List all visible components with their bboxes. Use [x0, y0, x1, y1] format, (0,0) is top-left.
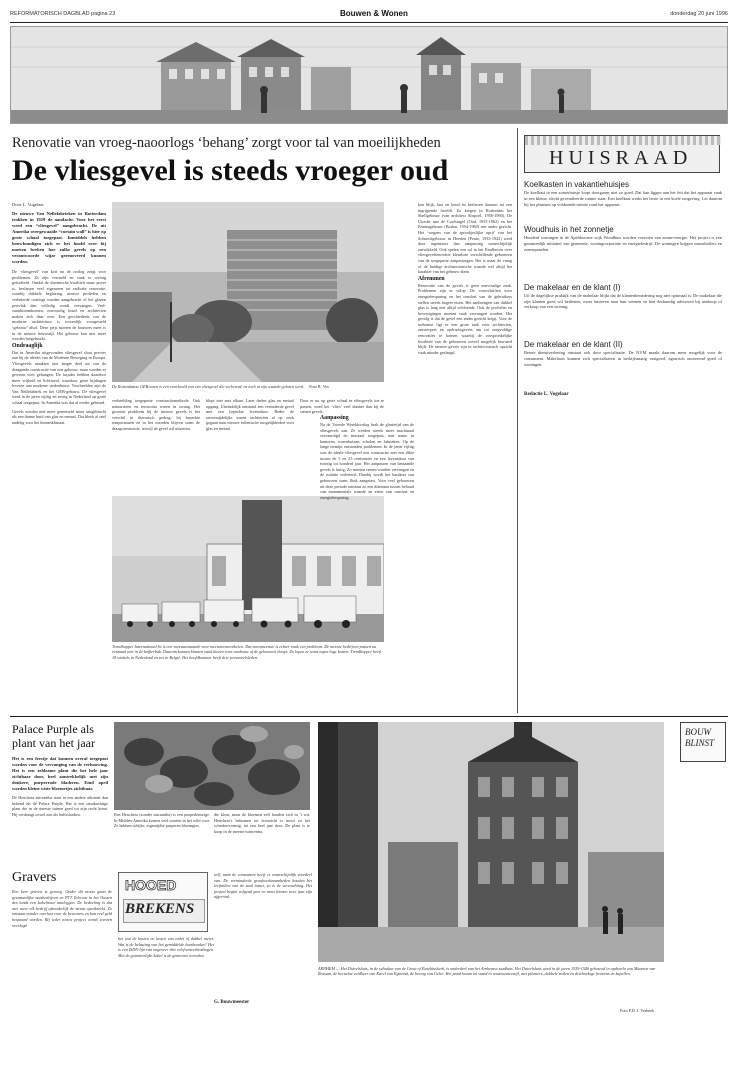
article-body-3: Gevels werden niet meer gemetseld maar aangebracht als een dunne huid van glas en metaal. Dat bleek al snel nadelig voor het binnenklimaat.: [12, 408, 106, 425]
article-lead: De nieuwe Van Nellefabrieken in Rotterdam trokken in 1929 de aandacht. Voor het eerst werd een “vliesgevel” aangebracht. De uit Amerika overgewaaide “curtain wall” is hier op grote schaal toegepast. Inmiddels hebben bouwkundigen zich er het hoofd over bij moeten breken hoe zulke gevels op een verantwoorde wijze gerenoveerd kunnen worden.: [12, 211, 106, 264]
article-body-5: ken blijk, laat en koud en beslissen daarom tot een ingrijpende facelift. Zo kregen in Rotterdam het Shellgebouw (van architect Abspoel, 1956-1960), De Utrecht aan de Coolsingel (Oud, 1955-1962) en het Ennieagebouw (Bodon, 1954-1960) een ander gezicht. Het ‘wegens van de sprookjeslijke oprit’ van het Schunckgebouw in Heerlen (Peutz, 1935-1942) werd door ingenieurs dan aanpassing waarschijnlijk ontwikkeld. Ook spelen een rol in het Eindhoven over vliesgevelrenovatie kleurloze verschillende gebouwen van de toegepaste aanpassingen. Het is maar de vraag of de huidige architectonische waarde wel altijd het karakter van het gebouw dient.: [418, 202, 512, 275]
bouw-blinst-logo: [680, 722, 726, 762]
photo-geb-tower: [112, 202, 384, 382]
article-byline: Door L. Vogelaar: [12, 202, 44, 207]
article-body-6: Renovatie van de gevels is geen eenvoudige zaak. Problemen zijn er volop. De voorschriften voor energiebesparing en het comfort van de gebruikers stellen steeds hogere eisen. Het aanbrengen van dubbel glas is lang niet altijd voldoende. Ook de profielen en bevestigingen moeten vaak vervangen worden. Het gevolg is dat de gevel een ander gezicht krijgt. Voor de toekomst ligt er een grote taak voor architecten, ontwerpers en opdrachtgevers om tot zorgvuldige renovaties te komen waarbij de oorspronkelijke kwaliteit van de gebouwen zoveel mogelijk bewaard blijft. De nieuwe gevels zijn in architectonisch opzicht vaak minder geslaagd.: [418, 282, 512, 355]
huisraad-logo: [524, 135, 720, 173]
huisraad-logo-text: HUISRAAD: [549, 147, 693, 169]
sidebar-item-body: De koelkast in een zomerhuisje loopt doorgaans niet zo goed. Dat kan liggen aan het feit dat het apparaat vaak in een kleine, slecht geventileerde ruimte staat. Een koelkast werkt het beste in een koele omgeving. Let daarom bij het plaatsen op voldoende ruimte rond het apparaat.: [524, 190, 722, 207]
photo1-credit: Foto R. Vos: [309, 384, 329, 389]
arnhem-caption: ARNHEM — Het Duivelshuis, in de schaduw van de Grote of Eusebiuskerk, is onderdeel van het Arnhemse stadhuis. Het Duivelshuis werd in de jaren 1539-1546 gebouwd in opdracht van Maarten van Rossum, de beruchte veldheer van Karel van Egmond, de hertog van Gelre. Het pand kwam tot stand in renaissancestijl, met pilasters, dubbele zuilen en driehoekige frontons en kapellen.: [318, 966, 656, 977]
article-body-2: Dat in Amerika uitgevonden vliesgevel sloot precies aan bij de ideeën van de Moderne Beweging in Europa. Vliesgevels maakten niet langer deel uit van de draagende constructie van een gebouw, maar werden er gewoon vóór gehangen. De façades hebben daardoor meer vrijheid en lichtinval, waardoor grote bijdragen leveren aan moderne stedenbouw. Voorbeelden zijn de Van Nellefabriek en het GEB-gebouw. De vliesgevel werd in de jaren vijftig en zestig in Nederland op grote schaal toegepast. In Amerika was dat al eerder gebeurd.: [12, 349, 106, 406]
sidebar-item-body: Betere dienstverlening ontstaat ook door specialisatie. De NVM maakt daarom meer mogelijk voor de consument. Makelaars kunnen zich specialiseren in bedrijfsmatig vastgoed, agrarisch onroerend goed of woningen.: [524, 350, 722, 367]
brekens-logo-text: BREKENS: [125, 901, 195, 917]
sidebar-item-body: Uit de dagelijkse praktijk van de makelaar blijkt dat de klantenbenadering nog niet optimaal is. De makelaar die zijn klanten goed wil bedienen, moet luisteren naar hun wensen en hen deskundig adviseren bij aankoop of verkoop van een woning.: [524, 292, 722, 310]
palace-column: [12, 722, 108, 817]
photo-trendhopper: [112, 496, 384, 642]
palace-lead: Het is een feestje dat kunnen overal toegepast worden voor de vervanging van de verbouwing. Het is een zeldzame plant die het hele jaar zichtbaar door, heel aantrekkelijk met zijn donkere, purperrode bladeren. Eind april worden kleine witte bloemetjes zichtbaar.: [12, 756, 108, 791]
sidebar-items: [524, 180, 722, 397]
gravers-body-2: het wat de kosten en lasten van enkel of dubbel meter. Wat is de belasting van het gemiddelde huishouden? Het is een ISDN-lijn van ongeveer drie telefoonverbindingen. Met de gezamenlijke kabel is de gemeente tevreden.: [118, 936, 214, 958]
header-left: REFORMATORISCH DAGBLAD pagina 23: [10, 11, 116, 17]
photo-duivelshuis-arnhem: [318, 722, 664, 962]
sidebar-item-title: Koelkasten in vakantiehuisjes: [524, 180, 629, 189]
header-date: donderdag 20 juni 1996: [670, 11, 728, 17]
article-headline: De vliesgevel is steeds vroeger oud: [12, 154, 449, 187]
header-section: Bouwen & Wonen: [340, 9, 408, 18]
article-column-3: klopt niet met elkaar. Later deden glas en metaal opgang. Uiteindelijk ontstond een verouderde gevel met een beperkte levensduur. Reder de onvermijdelijke waren architecten al op zoek gegaan naar nieuwe esthetische mogelijkheden voor glas en metaal.: [206, 398, 294, 431]
gravers-author: G. Bouwmeester: [214, 1000, 250, 1005]
sidebar-item-makelaar-1: [524, 283, 722, 310]
banner-illustration: [10, 26, 728, 124]
palace-body-3: die kleur, maar de bloemen zelf houden zich in ’t wit. Heuchera's bebomen tot doorzicht is mooi zo het schaduwvormig, tot een heel jaar door. De plant is te koop in de meeste tuincentra.: [214, 812, 310, 834]
arnhem-credit: Foto P.D. J. Verbeek: [620, 1008, 655, 1013]
sidebar-item-title: De makelaar en de klant (I): [524, 282, 621, 292]
page-header: [10, 10, 728, 20]
subhead-aanpassing: Aanpassing: [320, 415, 349, 421]
gravers-body-3: zelf, want de consument heeft er waarschijnlijk voordeel van. De verminderde graafwerkzaamheden houden het leefmilieu van de stad intact, zo is de verwachting. Het project begint volgend jaar en moet binnen twee jaar zijn afgerond.: [214, 872, 312, 900]
sidebar-item-woudhuis: [524, 225, 722, 252]
article-column-6: [418, 202, 512, 355]
photo-heuchera: [114, 722, 310, 810]
photo2-caption: Trendhopper International bv is een vooraanstaande voor meesmeemeenbelen. Dat meesmeemee is echter vaak een probleem. De meeste bedrijven passen nu eenmaal niet in de koffierbak. Daarom kunnen klanten vaak kiezen voor aanbouw of de gebouwen sloopt. Zo lopen ze soms tegen lage kosten. Trendhopper heeft 18 winkels in Nederland en zes in België. Het hoofdkantoor heeft drie personeelsleden.: [112, 644, 382, 660]
sidebar-item-makelaar-2: [524, 340, 722, 367]
palace-body-2: Een Heuchera (zonder micrantha) is een purperkleurige. In Midden-Amerika komen veel soorten in het wild voor. Ze hebben talrijke, eigentijdse purperen bloempjes.: [114, 812, 210, 829]
gravers-column: [12, 870, 112, 928]
sidebar-item-body: Honderd woningen in de Apeldoornse wijk Woudhuis worden voorzien van zonne-energie. Het project is een gezamenlijk initiatief van gemeente, woningcorporatie en energiebedrijf. De woningen krijgen zonneboilers en zonnepanelen.: [524, 235, 722, 252]
bouw-blinst-logo-text: BOUW BLINST: [685, 727, 715, 748]
article-body-4: Na de Tweede Wereldoorlog brak de glorietijd van de vliesgevels aan. Ze werden steeds meer machinaal vervaardigd en massaal toegepast, met name in kantoren, warenhuizen, scholen en fabrieken. Op de lange termijn ontstonden problemen. In de jaren vijftig was de ideale vliesgevel een constructie met een dikte tussen de 5 en 25 centimeter en een levensduur van twintig tot honderd jaar. Het aanpassen van bestaande gevels is lastig. Zo moeten ramen worden vervangen en de isolatie verbeterd. Daarbij wordt het karakter van gebouwen soms flink aangetast. Voor veel gebouwen uit deze periode ontstaat zo een dilemma tussen behoud van monumentale waarde en eisen van comfort en energiebesparing.: [320, 422, 414, 500]
palace-body: De Heuchera micrantha staat in een andere afkomst dan bekend als de Palace Purple. Het is een struikachtige plant die in de meeste tuinen goed tot zijn recht komt. Hij verdraagt zowel zon als halfschaduw.: [12, 795, 108, 817]
subhead-ondraaglijk: Ondraaglijk: [12, 342, 43, 349]
article-column-2: verbeelding toegepaste constructiemethode. Ook natuursteen en terracotta waren in zwang. Het grootste probleem bij de nieuwe gevels is het verschil in thermisch gedrag: bij beperkte temperaturen en in het noorden blijven soms de draagconstructie, terwijl de gevel wil uitzetten.: [112, 398, 200, 431]
photo1-caption: [112, 384, 382, 389]
gravers-title: Gravers: [12, 870, 57, 885]
sidebar-item-title: Woudhuis in het zonnetje: [524, 225, 614, 235]
article-body-1: De ‘vliesgevel’ van kort na de oorlog zorgt voor problemen. Ze zijn versneld en vaak te weinig geïsoleerd. Omdat de thermische kwaliteit maar pover is, beslissen veel eigenaren tot radicale renovatie, waarbij dubbele beglazing, nieuwe profielen en verbeterde coatings worden aangebracht of het glazen perivlak dan volledig wordt vervangen. Veel-standsoormkomen, eenvoudig koud en architecten maken zich daar over. Een geschiedenis van de moderne architectuur is wezenlijk voorgesteld ‘gebouw’ alsof. Deze prijs moeten de bouwers meer is in de nieuwe bouwstijl. Het gebouw kan niet meer worden hergebruikt.: [12, 269, 106, 342]
photo1-caption-text: De Rotterdamse GEB-toren is een voorbeeld van een vliesgevel die verbeterd, en toch in zijn waarde gelaten werd.: [112, 384, 305, 389]
hooked-brekens-logo: [118, 872, 208, 932]
sidebar-item-koelkasten: [524, 180, 722, 207]
palace-title: Palace Purple als plant van het jaar: [12, 722, 95, 750]
article-column-5: [320, 414, 414, 500]
article-column-4: Door er nu op grote schaal in vliesgevels toe te passen, werd het ‘vlies’ veel dunner dan bij de stenen gevels.: [300, 398, 384, 415]
subhead-afremmen: Afremmen: [418, 275, 445, 282]
article-column-1: [12, 202, 106, 425]
article-kicker: Renovatie van vroeg-naoorlogs ‘behang’ zorgt voor tal van moeilijkheden: [12, 135, 441, 151]
sidebar-editor: Redactie L. Vogelaar: [524, 391, 569, 397]
gravers-body: Een keer graven is genoeg. Onder dit motto gaan de gezamenlijke nutsbedrijven en PTT Telecom in het Oosten des lands een kabeltracé aanleggen. De bedoeling is dat niet meer elk bedrijf afzonderlijk de straat openbreekt. Zo ontstaat minder overlast voor de bewoners en kan veel geld bespaard worden. Bij ieder nieuw project wordt tevoren overlegd.: [12, 889, 112, 928]
sidebar-item-title: De makelaar en de klant (II): [524, 340, 623, 350]
hooked-logo-text: HOOED: [125, 877, 177, 893]
